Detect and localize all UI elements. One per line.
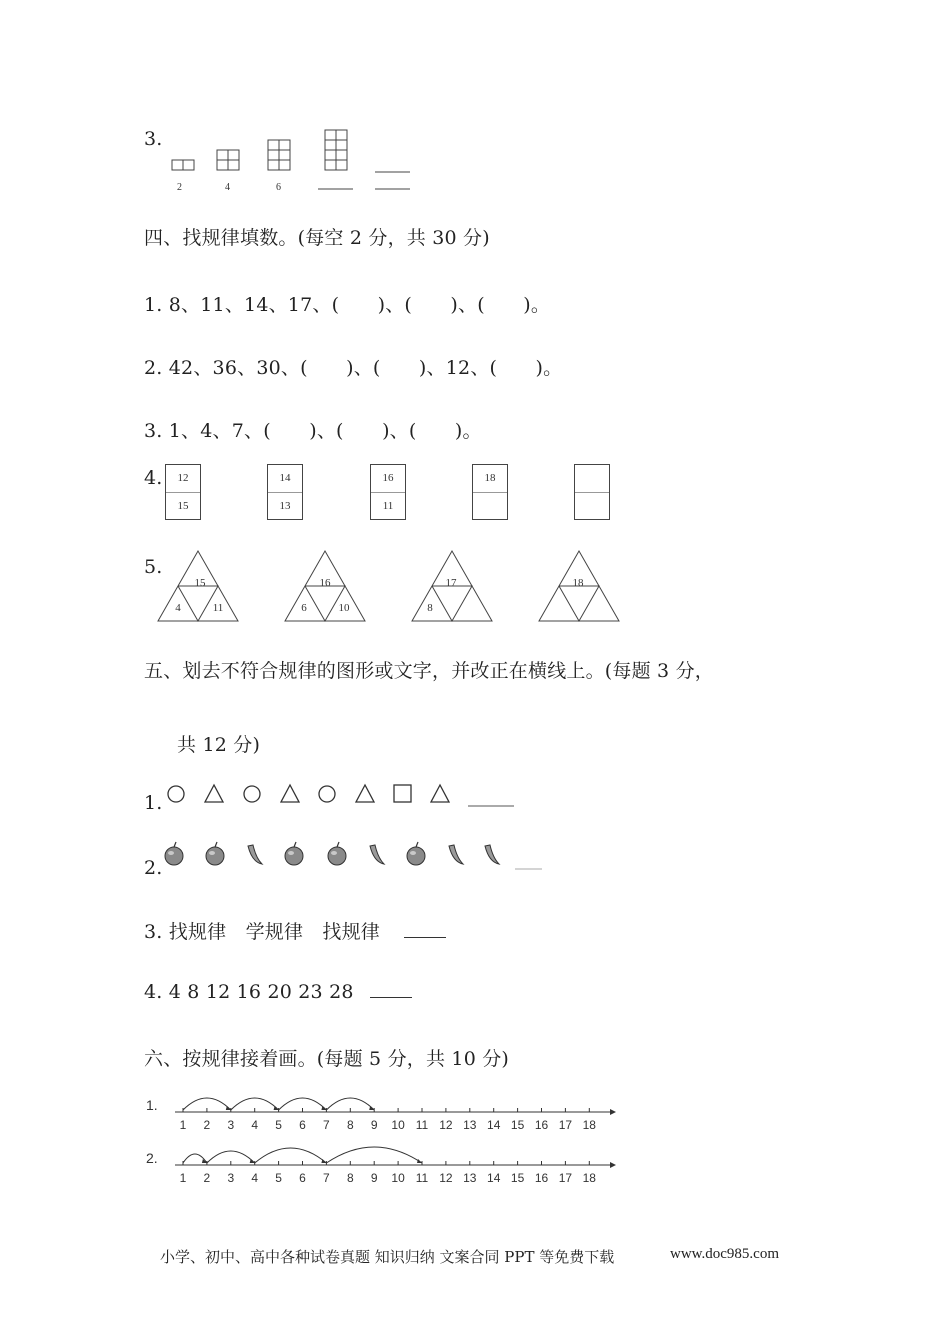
box-top: 16 <box>371 465 405 493</box>
s5-q1-label: 1. <box>144 792 163 814</box>
circle-icon <box>168 786 184 802</box>
s4-q2: 2. 42、36、30、( )、( )、12、( )。 <box>144 357 563 379</box>
box-bottom <box>575 493 609 519</box>
banana-icon <box>370 845 384 864</box>
tick-label: 3 <box>227 1118 235 1132</box>
s4-q4-label: 4. <box>144 467 163 489</box>
box-bottom: 11 <box>382 500 394 512</box>
tick-label: 10 <box>391 1171 405 1185</box>
tick-label: 8 <box>346 1118 354 1132</box>
s5-q4 <box>144 981 412 1003</box>
nl2-label: 2. <box>146 1150 158 1166</box>
footer-text: 小学、初中、高中各种试卷真题 知识归纳 文案合同 PPT 等免费下载 <box>160 1248 615 1266</box>
grid-caption: 4 <box>225 182 230 193</box>
number-line-2 <box>170 1143 620 1193</box>
s4-q3: 3. 1、4、7、( )、( )、( )。 <box>144 420 482 442</box>
tick-label: 15 <box>510 1118 525 1132</box>
s3-q3-label: 3. <box>144 128 163 150</box>
tick-label: 11 <box>415 1171 429 1185</box>
tick-label: 4 <box>251 1171 259 1185</box>
s5-q3-text: 3. 找规律 学规律 找规律 <box>144 921 380 943</box>
apple-icon <box>328 842 346 865</box>
tick-label: 2 <box>203 1118 211 1132</box>
circle-icon <box>244 786 260 802</box>
triangle-top: 16 <box>319 577 331 589</box>
tick-label: 13 <box>463 1118 477 1132</box>
answer-line <box>404 936 446 938</box>
tick-label: 8 <box>346 1171 354 1185</box>
tick-label: 9 <box>370 1118 378 1132</box>
banana-icon <box>449 845 463 864</box>
arrow-icon <box>610 1162 616 1168</box>
tick-label: 14 <box>487 1171 501 1185</box>
section4-title: 四、找规律填数。(每空 2 分，共 30 分) <box>144 227 490 249</box>
s4-q5-label: 5. <box>144 556 163 578</box>
s5-q2-label: 2. <box>144 857 163 879</box>
triangle-left: 8 <box>427 602 433 614</box>
apple-icon <box>285 842 303 865</box>
tick-label: 18 <box>582 1118 596 1132</box>
arrow-icon <box>610 1109 616 1115</box>
tick-label: 4 <box>251 1118 259 1132</box>
fruit-sequence <box>160 838 550 874</box>
tick-label: 9 <box>370 1171 378 1185</box>
number-line-1 <box>170 1090 620 1140</box>
tick-label: 7 <box>323 1171 330 1185</box>
tick-label: 6 <box>299 1171 306 1185</box>
circle-icon <box>319 786 335 802</box>
jump-arc <box>326 1147 422 1163</box>
triangle-icon <box>205 785 223 802</box>
triangle-icon <box>431 785 449 802</box>
tick-label: 18 <box>582 1171 596 1185</box>
triangle-top: 18 <box>572 577 584 589</box>
triangle-top: 15 <box>194 577 206 589</box>
triangle-top: 17 <box>445 577 457 589</box>
number-box <box>574 464 610 520</box>
triangle-left: 4 <box>175 602 181 614</box>
box-bottom: 13 <box>279 500 291 512</box>
arc-arrow-icon <box>417 1159 422 1163</box>
triangle-right: 10 <box>338 602 350 614</box>
tick-label: 12 <box>439 1171 453 1185</box>
apple-icon <box>165 842 183 865</box>
grid-caption: 6 <box>276 182 281 193</box>
s5-q3 <box>144 917 446 944</box>
tick-label: 11 <box>415 1118 429 1132</box>
grid-caption: 2 <box>177 182 182 193</box>
tick-label: 15 <box>510 1171 525 1185</box>
square-icon <box>394 785 411 802</box>
s4-q1: 1. 8、11、14、17、( )、( )、( )。 <box>144 294 551 316</box>
section5-title-line1: 五、划去不符合规律的图形或文字，并改正在横线上。(每题 3 分， <box>144 660 714 682</box>
tick-label: 12 <box>439 1118 453 1132</box>
tick-label: 7 <box>323 1118 330 1132</box>
tick-label: 1 <box>179 1118 187 1132</box>
tick-label: 6 <box>299 1118 306 1132</box>
tick-label: 17 <box>558 1171 573 1185</box>
section5-title-line2: 共 12 分) <box>177 734 261 756</box>
tick-label: 14 <box>487 1118 501 1132</box>
tick-label: 17 <box>558 1118 573 1132</box>
box-top: 14 <box>268 465 302 493</box>
triangle-icon <box>281 785 299 802</box>
triangle-icon <box>356 785 374 802</box>
tick-label: 2 <box>203 1171 211 1185</box>
shape-sequence <box>162 780 522 812</box>
s5-q4-text: 4. 4 8 12 16 20 23 28 <box>144 981 354 1003</box>
footer-url[interactable]: www.doc985.com <box>670 1246 780 1262</box>
number-box <box>370 464 406 520</box>
box-bottom: 15 <box>177 500 189 512</box>
apple-icon <box>407 842 425 865</box>
apple-icon <box>206 842 224 865</box>
tick-label: 13 <box>463 1171 477 1185</box>
box-top: 12 <box>166 465 200 493</box>
number-box <box>472 464 508 520</box>
banana-icon <box>485 845 499 864</box>
triangle-left: 6 <box>301 602 307 614</box>
box-bottom <box>473 493 507 519</box>
box-top <box>575 465 609 493</box>
tick-label: 5 <box>275 1171 282 1185</box>
jump-arc <box>255 1148 327 1163</box>
tick-label: 5 <box>275 1118 282 1132</box>
banana-icon <box>248 845 262 864</box>
tick-label: 16 <box>534 1118 549 1132</box>
number-box <box>267 464 303 520</box>
triangle-right: 11 <box>212 602 224 614</box>
tick-label: 10 <box>391 1118 405 1132</box>
box-top: 18 <box>473 465 507 493</box>
number-box <box>165 464 201 520</box>
tick-label: 3 <box>227 1171 235 1185</box>
grid-pattern-figure <box>160 122 420 197</box>
tick-label: 1 <box>179 1171 187 1185</box>
tick-label: 16 <box>534 1171 549 1185</box>
nl1-label: 1. <box>146 1097 158 1113</box>
answer-line <box>370 996 412 998</box>
section6-title: 六、按规律接着画。(每题 5 分，共 10 分) <box>144 1048 510 1070</box>
